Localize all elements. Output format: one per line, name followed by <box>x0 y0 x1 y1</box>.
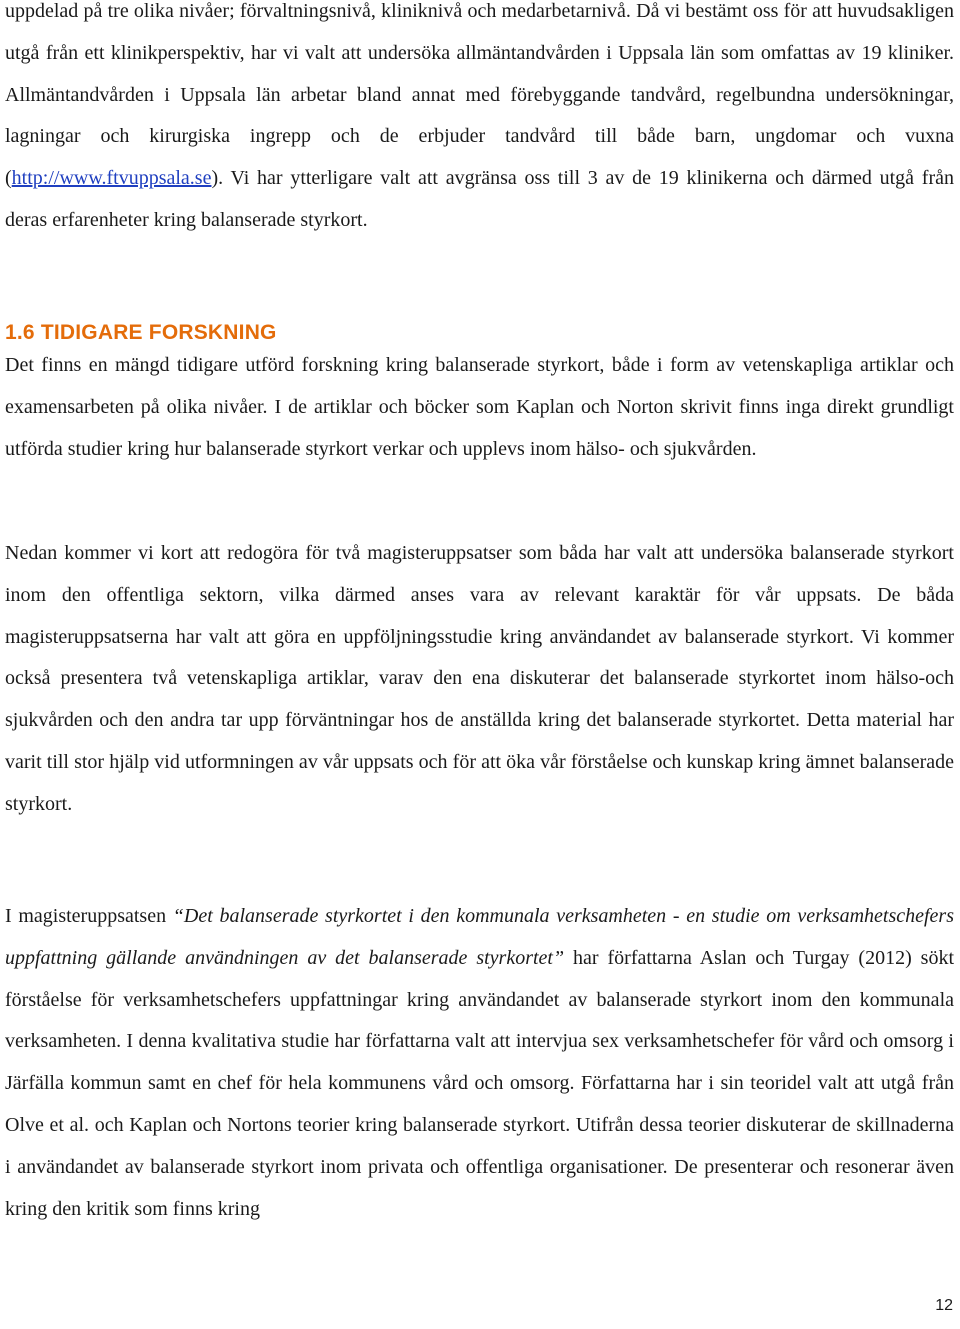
paragraph-text: I magisteruppsatsen <box>5 905 173 927</box>
paragraph-theses-overview: Nedan kommer vi kort att redogöra för två magisteruppsatser som båda har valt att undersöka balanserade styrkort inom den offentliga sektorn, vilka därmed anses vara av relevant karaktär för vår uppsats. De båda magisteruppsatserna har valt att göra en uppföljningsstudie kring användandet av balanserade styrkort. Vi kommer också presentera två vetenskapliga artiklar, varav den ena diskuterar det balanserade styrkortet inom hälso-och sjukvården och den andra tar upp förväntningar hos de anställda kring det balanserade styrkortet. Detta material har varit till stor hjälp vid utformningen av vår uppsats och för att öka vår förståelse och kunskap kring ämnet balanserade styrkort. <box>5 542 954 815</box>
paragraph-delimitation <box>5 0 954 242</box>
page-number: 12 <box>935 1297 953 1314</box>
paragraph-previous-research: Det finns en mängd tidigare utförd forskning kring balanserade styrkort, både i form av vetenskapliga artiklar och examensarbeten på olika nivåer. I de artiklar och böcker som Kaplan och Norton skrivit finns inga direkt grundligt utförda studier kring hur balanserade styrkort verkar och upplevs inom hälso- och sjukvården. <box>5 354 954 460</box>
paragraph-text: uppdelad på tre olika nivåer; förvaltningsnivå, kliniknivå och medarbetarnivå. Då vi bestämt oss för att huvudsakligen utgå från ett klinikperspektiv, har vi valt att undersöka allmäntandvården i Uppsala län som omfattas av 19 kliniker. Allmäntandvården i Uppsala län arbetar bland annat med förebyggande tandvård, regelbundna undersökningar, lagningar och kirurgiska ingrepp och de erbjuder tandvård till både barn, ungdomar och vuxna ( <box>5 0 954 190</box>
paragraph-text: har författarna Aslan och Turgay (2012) sökt förståelse för verksamhetschefers uppfattningar kring användandet av balanserade styrkort inom den kommunala verksamheten. I denna kvalitativa studie har författarna valt att intervjua sex verksamhetschefer för vård och omsorg i Järfälla kommun samt en chef för hela kommunens vård och omsorg. Författarna har i sin teoridel valt att utgå från Olve et al. och Kaplan och Nortons teorier kring balanserade styrkort. Utifrån dessa teorier diskuterar de skillnaderna i användandet av balanserade styrkort inom privata och offentliga organisationer. De presenterar och resonerar även kring den kritik som finns kring <box>5 946 954 1220</box>
paragraph-text: ). Vi har ytterligare valt att avgränsa oss till 3 av de 19 klinikerna och därmed utgå från deras erfarenheter kring balanserade styrkort. <box>5 167 954 231</box>
section-heading: 1.6 TIDIGARE FORSKNING <box>5 321 277 344</box>
thesis-title: “Det balanserade styrkortet i den kommunala verksamheten - en studie om verksamhetschefers uppfattning gällande användningen av det balanserade styrkortet” <box>5 905 954 969</box>
paragraph-thesis-summary <box>5 896 954 1230</box>
website-link[interactable]: http://www.ftvuppsala.se <box>11 167 212 190</box>
